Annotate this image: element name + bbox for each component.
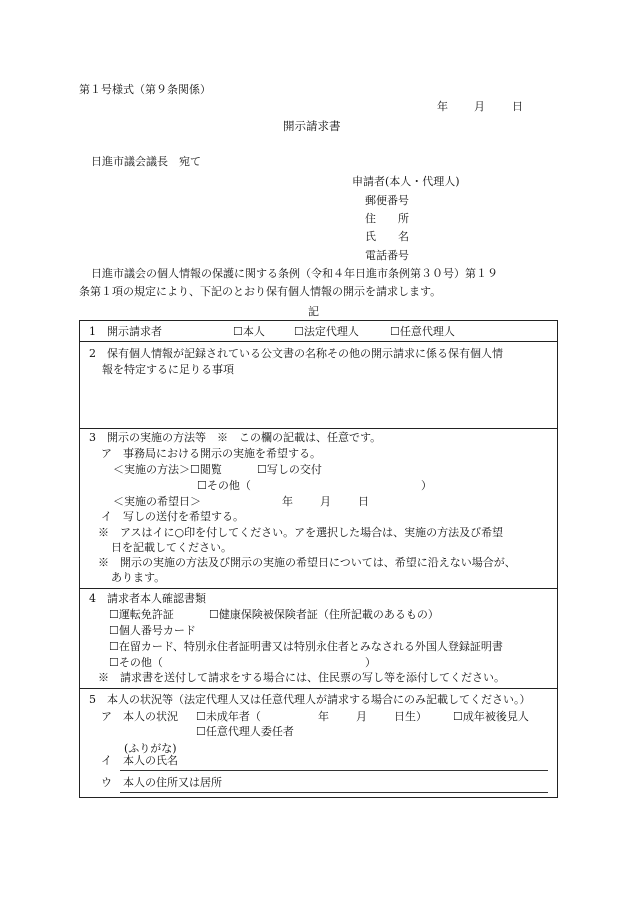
desired-date-label: ＜実施の希望日＞ [113, 495, 201, 508]
method-view-checkbox[interactable]: ＜実施の方法＞☐閲覧 [113, 463, 222, 476]
section5-heading: 5 本人の状況等（法定代理人又は任意代理人が請求する場合にのみ記載してください。） [89, 693, 531, 706]
method-copy-checkbox[interactable]: ☐写しの交付 [257, 463, 322, 476]
section2-line-2: 報を特定するに足りる事項 [102, 363, 234, 376]
form-title: 開示請求書 [283, 119, 341, 133]
principal-adult-guardian-checkbox[interactable]: ☐成年被後見人 [453, 710, 529, 723]
applicant-phone-label: 電話番号 [365, 249, 409, 262]
section3-option-a[interactable]: ア 事務局における開示の実施を希望する。 [101, 447, 321, 460]
applicant-address-label: 住 所 [365, 212, 409, 225]
desired-date-year: 年 [282, 495, 293, 508]
principal-address-label: ウ 本人の住所又は居所 [101, 776, 222, 789]
row-divider [80, 428, 557, 429]
requester-legal-rep-checkbox[interactable]: ☐法定代理人 [294, 325, 359, 338]
ki-heading: 記 [308, 305, 319, 318]
applicant-heading: 申請者(本人・代理人) [352, 175, 460, 188]
desired-date-day: 日 [358, 495, 369, 508]
applicant-name-label: 氏 名 [365, 230, 409, 243]
desired-date-month: 月 [320, 495, 331, 508]
principal-voluntary-checkbox[interactable]: ☐任意代理人委任者 [196, 725, 294, 738]
section2-entry-area[interactable] [89, 379, 549, 425]
section3-note1-line-2: 日を記載してください。 [111, 541, 232, 554]
id-drivers-license-checkbox[interactable]: ☐運転免許証 [109, 608, 174, 621]
date-year-label: 年 [437, 100, 448, 113]
section3-heading: 3 開示の実施の方法等 ※ この欄の記載は、任意です。 [89, 431, 382, 444]
id-other-close: ） [365, 656, 376, 669]
principal-name-label: イ 本人の氏名 [101, 754, 178, 767]
furigana-label: (ふりがな) [124, 742, 177, 755]
form-number: 第１号様式（第９条関係） [79, 83, 211, 96]
date-month-label: 月 [474, 100, 485, 113]
principal-minor-checkbox[interactable]: ☐未成年者（ [196, 710, 261, 723]
section3-note2-line-2: あります。 [111, 571, 166, 584]
principal-address-line[interactable] [120, 792, 548, 793]
intro-line-1: 日進市議会の個人情報の保護に関する条例（令和４年日進市条例第３０号）第１９ [91, 267, 498, 280]
principal-birth-year: 年 [318, 710, 329, 723]
principal-birth-month: 月 [356, 710, 367, 723]
row-divider [80, 341, 557, 342]
principal-status-label: ア 本人の状況 [101, 710, 178, 723]
section3-option-i[interactable]: イ 写しの送付を希望する。 [101, 510, 244, 523]
form-table [79, 320, 558, 798]
addressee: 日進市議会議長 宛て [91, 155, 201, 168]
id-residence-card-checkbox[interactable]: ☐在留カード、特別永住者証明書又は特別永住者とみなされる外国人登録証明書 [109, 640, 503, 653]
requester-voluntary-rep-checkbox[interactable]: ☐任意代理人 [390, 325, 455, 338]
id-health-insurance-checkbox[interactable]: ☐健康保険被保険者証（住所記載のあるもの） [209, 608, 439, 621]
section2-line-1: 2 保有個人情報が記録されている公文書の名称その他の開示請求に係る保有個人情 [89, 347, 503, 360]
id-mynumber-card-checkbox[interactable]: ☐個人番号カード [109, 624, 196, 637]
applicant-postal-label: 郵便番号 [365, 194, 409, 207]
principal-name-line[interactable] [120, 770, 548, 771]
requester-self-checkbox[interactable]: ☐本人 [233, 325, 265, 338]
section4-note: ※ 請求書を送付して請求をする場合には、住民票の写し等を添付してください。 [98, 671, 505, 684]
method-other-checkbox[interactable]: ☐その他（ [197, 479, 251, 492]
row-divider [80, 688, 557, 689]
method-other-close: ） [421, 479, 432, 492]
date-day-label: 日 [512, 100, 523, 113]
section1-label: 1 開示請求者 [89, 325, 162, 338]
section3-note1-line-1: ※ アスはイに○印を付してください。アを選択した場合は、実施の方法及び希望 [98, 526, 504, 539]
principal-birth-day: 日生） [394, 710, 427, 723]
section4-heading: 4 請求者本人確認書類 [89, 592, 206, 605]
section3-note2-line-1: ※ 開示の実施の方法及び開示の実施の希望日については、希望に沿えない場合が、 [98, 556, 516, 569]
id-other-checkbox[interactable]: ☐その他（ [109, 656, 163, 669]
intro-line-2: 条第１項の規定により、下記のとおり保有個人情報の開示を請求します。 [79, 285, 442, 298]
row-divider [80, 588, 557, 589]
